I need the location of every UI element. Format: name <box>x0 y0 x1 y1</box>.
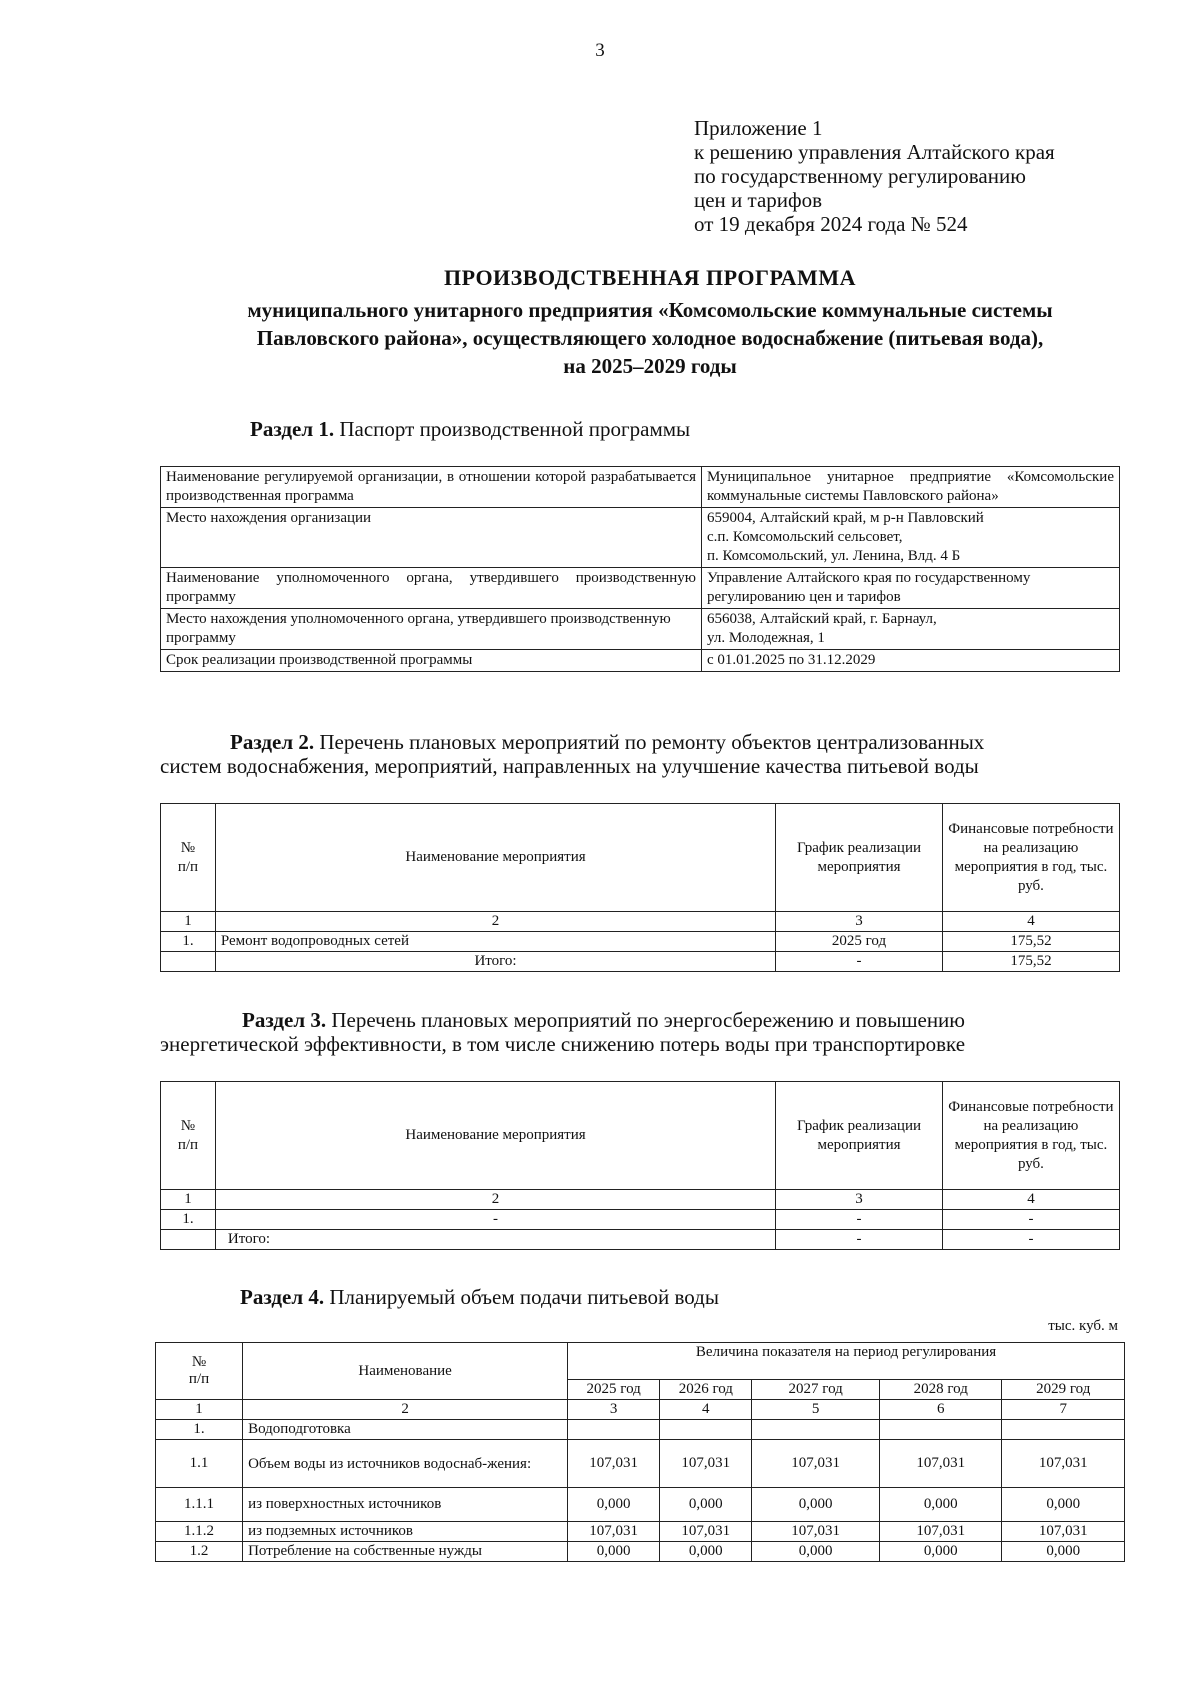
measure-finance: - <box>942 1210 1119 1230</box>
passport-name-cell: Наименование регулируемой организации, в отношении которой разрабатывается производственная программа <box>161 467 702 508</box>
passport-table <box>160 466 1120 672</box>
indicator-value: 0,000 <box>752 1542 880 1562</box>
passport-value-cell <box>702 508 1120 568</box>
year-header: 2029 год <box>1002 1380 1125 1400</box>
table-row <box>161 1210 1120 1230</box>
indicator-value: 107,031 <box>568 1522 660 1542</box>
column-number: 1 <box>156 1400 243 1420</box>
indicator-value: 0,000 <box>879 1542 1002 1562</box>
year-header: 2025 год <box>568 1380 660 1400</box>
section4-text: Планируемый объем подачи питьевой воды <box>329 1285 719 1309</box>
col-header-num: № п/п <box>156 1343 243 1400</box>
section2-line: систем водоснабжения, мероприятий, направленных на улучшение качества питьевой воды <box>160 754 979 778</box>
row-number: 1. <box>161 932 216 952</box>
table-row <box>161 568 1120 609</box>
row-number: 1. <box>161 1210 216 1230</box>
column-number: 4 <box>942 1190 1119 1210</box>
indicator-value: 107,031 <box>660 1440 752 1488</box>
col-header-period: Величина показателя на период регулирования <box>568 1343 1125 1380</box>
indicator-value: 107,031 <box>752 1522 880 1542</box>
indicator-value: 0,000 <box>1002 1542 1125 1562</box>
passport-value-cell: Управление Алтайского края по государственному регулированию цен и тарифов <box>702 568 1120 609</box>
indicator-value <box>879 1420 1002 1440</box>
title-line: Павловского района», осуществляющего холодное водоснабжение (питьевая вода), <box>256 326 1044 350</box>
appendix-line: по государственному регулированию <box>694 164 1026 188</box>
indicator-value: 107,031 <box>660 1522 752 1542</box>
passport-value-cell <box>702 609 1120 650</box>
col-header-schedule: График реализации мероприятия <box>776 1082 943 1190</box>
indicator-value: 107,031 <box>1002 1522 1125 1542</box>
indicator-name: из поверхностных источников <box>243 1488 568 1522</box>
column-number: 1 <box>161 1190 216 1210</box>
address-line: 659004, Алтайский край, м р-н Павловский <box>707 510 984 526</box>
indicator-value: 107,031 <box>568 1440 660 1488</box>
document-title <box>150 265 1150 380</box>
col-header-num: № п/п <box>161 1082 216 1190</box>
indicator-name: Потребление на собственные нужды <box>243 1542 568 1562</box>
table-row <box>161 932 1120 952</box>
section1-label: Раздел 1. <box>250 417 335 441</box>
indicator-value: 107,031 <box>879 1440 1002 1488</box>
indicator-value: 0,000 <box>660 1488 752 1522</box>
section3-line: Перечень плановых мероприятий по энергосбережению и повышению <box>331 1008 965 1032</box>
section4-label: Раздел 4. <box>240 1285 325 1309</box>
table-row <box>161 609 1120 650</box>
indicator-name: Водоподготовка <box>243 1420 568 1440</box>
column-number: 1 <box>161 912 216 932</box>
indicator-name: Объем воды из источников водоснаб-жения: <box>243 1440 568 1488</box>
measure-name: - <box>215 1210 775 1230</box>
section1-heading <box>250 417 690 441</box>
total-finance: 175,52 <box>942 952 1119 972</box>
indicator-value: 107,031 <box>1002 1440 1125 1488</box>
address-line: с.п. Комсомольский сельсовет, <box>707 529 903 545</box>
row-number: 1. <box>156 1420 243 1440</box>
col-header-name: Наименование <box>243 1343 568 1400</box>
repair-measures-table <box>160 803 1120 972</box>
section4-heading <box>240 1285 719 1309</box>
table-row <box>161 508 1120 568</box>
address-line: ул. Молодежная, 1 <box>707 630 825 646</box>
column-number: 6 <box>879 1400 1002 1420</box>
column-number: 4 <box>660 1400 752 1420</box>
measure-finance: 175,52 <box>942 932 1119 952</box>
column-number: 2 <box>215 1190 775 1210</box>
table-row <box>156 1542 1125 1562</box>
indicator-value <box>660 1420 752 1440</box>
year-header: 2026 год <box>660 1380 752 1400</box>
passport-name-cell: Место нахождения организации <box>161 508 702 568</box>
col-header-name: Наименование мероприятия <box>215 804 775 912</box>
measure-name: Ремонт водопроводных сетей <box>215 932 775 952</box>
section3-label: Раздел 3. <box>242 1008 327 1032</box>
appendix-line: Приложение 1 <box>694 116 823 140</box>
column-number: 2 <box>243 1400 568 1420</box>
table-row <box>156 1420 1125 1440</box>
year-header: 2027 год <box>752 1380 880 1400</box>
table-header-row <box>161 1082 1120 1190</box>
table-row <box>156 1522 1125 1542</box>
row-number: 1.2 <box>156 1542 243 1562</box>
section2-line: Перечень плановых мероприятий по ремонту объектов централизованных <box>319 730 985 754</box>
passport-name-cell: Наименование уполномоченного органа, утвердившего производственную программу <box>161 568 702 609</box>
table-row <box>161 650 1120 672</box>
measure-schedule: 2025 год <box>776 932 943 952</box>
column-number-row <box>161 1190 1120 1210</box>
column-number: 3 <box>776 912 943 932</box>
column-number: 3 <box>776 1190 943 1210</box>
table-row <box>161 467 1120 508</box>
col-header-schedule: График реализации мероприятия <box>776 804 943 912</box>
appendix-block <box>694 116 1055 236</box>
passport-value-cell: Муниципальное унитарное предприятие «Комсомольские коммунальные системы Павловского района» <box>702 467 1120 508</box>
page-number: 3 <box>595 40 605 61</box>
energy-measures-table <box>160 1081 1120 1250</box>
section2-heading <box>160 730 1120 778</box>
total-label: Итого: <box>215 952 775 972</box>
title-main: ПРОИЗВОДСТВЕННАЯ ПРОГРАММА <box>444 265 856 290</box>
address-line: 656038, Алтайский край, г. Барнаул, <box>707 611 937 627</box>
section3-heading <box>160 1008 1120 1056</box>
row-number: 1.1.2 <box>156 1522 243 1542</box>
year-header: 2028 год <box>879 1380 1002 1400</box>
appendix-line: цен и тарифов <box>694 188 823 212</box>
indicator-value: 0,000 <box>660 1542 752 1562</box>
table-header-row <box>156 1343 1125 1380</box>
address-line: п. Комсомольский, ул. Ленина, Влд. 4 Б <box>707 548 961 564</box>
water-supply-volume-table <box>155 1342 1125 1562</box>
title-line: муниципального унитарного предприятия «Комсомольские коммунальные системы <box>247 298 1053 322</box>
indicator-value <box>568 1420 660 1440</box>
passport-name-cell: Место нахождения уполномоченного органа, утвердившего производственную программу <box>161 609 702 650</box>
col-header-finance: Финансовые потребности на реализацию мероприятия в год, тыс. руб. <box>942 804 1119 912</box>
appendix-line: к решению управления Алтайского края <box>694 140 1055 164</box>
indicator-name: из подземных источников <box>243 1522 568 1542</box>
indicator-value: 0,000 <box>752 1488 880 1522</box>
indicator-value: 107,031 <box>752 1440 880 1488</box>
total-schedule: - <box>776 952 943 972</box>
col-header-num: № п/п <box>161 804 216 912</box>
column-number-row <box>161 912 1120 932</box>
indicator-value: 0,000 <box>879 1488 1002 1522</box>
column-number: 5 <box>752 1400 880 1420</box>
unit-note: тыс. куб. м <box>1048 1318 1118 1334</box>
passport-name-cell: Срок реализации производственной программы <box>161 650 702 672</box>
title-line: на 2025–2029 годы <box>563 354 737 378</box>
section1-text: Паспорт производственной программы <box>339 417 691 441</box>
column-number-row <box>156 1400 1125 1420</box>
total-row <box>161 952 1120 972</box>
passport-value-cell: с 01.01.2025 по 31.12.2029 <box>702 650 1120 672</box>
column-number: 4 <box>942 912 1119 932</box>
section3-line: энергетической эффективности, в том числе снижению потерь воды при транспортировке <box>160 1032 966 1056</box>
indicator-value: 0,000 <box>1002 1488 1125 1522</box>
total-finance: - <box>942 1230 1119 1250</box>
table-row <box>156 1488 1125 1522</box>
col-header-name: Наименование мероприятия <box>215 1082 775 1190</box>
indicator-value: 107,031 <box>879 1522 1002 1542</box>
section2-label: Раздел 2. <box>230 730 315 754</box>
row-number: 1.1 <box>156 1440 243 1488</box>
indicator-value <box>1002 1420 1125 1440</box>
measure-schedule: - <box>776 1210 943 1230</box>
total-label: Итого: <box>215 1230 775 1250</box>
table-row <box>156 1440 1125 1488</box>
column-number: 7 <box>1002 1400 1125 1420</box>
appendix-line: от 19 декабря 2024 года № 524 <box>694 212 968 236</box>
table-header-row <box>161 804 1120 912</box>
total-schedule: - <box>776 1230 943 1250</box>
indicator-value: 0,000 <box>568 1542 660 1562</box>
row-number: 1.1.1 <box>156 1488 243 1522</box>
total-row <box>161 1230 1120 1250</box>
column-number: 2 <box>215 912 775 932</box>
indicator-value <box>752 1420 880 1440</box>
column-number: 3 <box>568 1400 660 1420</box>
col-header-finance: Финансовые потребности на реализацию мероприятия в год, тыс. руб. <box>942 1082 1119 1190</box>
indicator-value: 0,000 <box>568 1488 660 1522</box>
